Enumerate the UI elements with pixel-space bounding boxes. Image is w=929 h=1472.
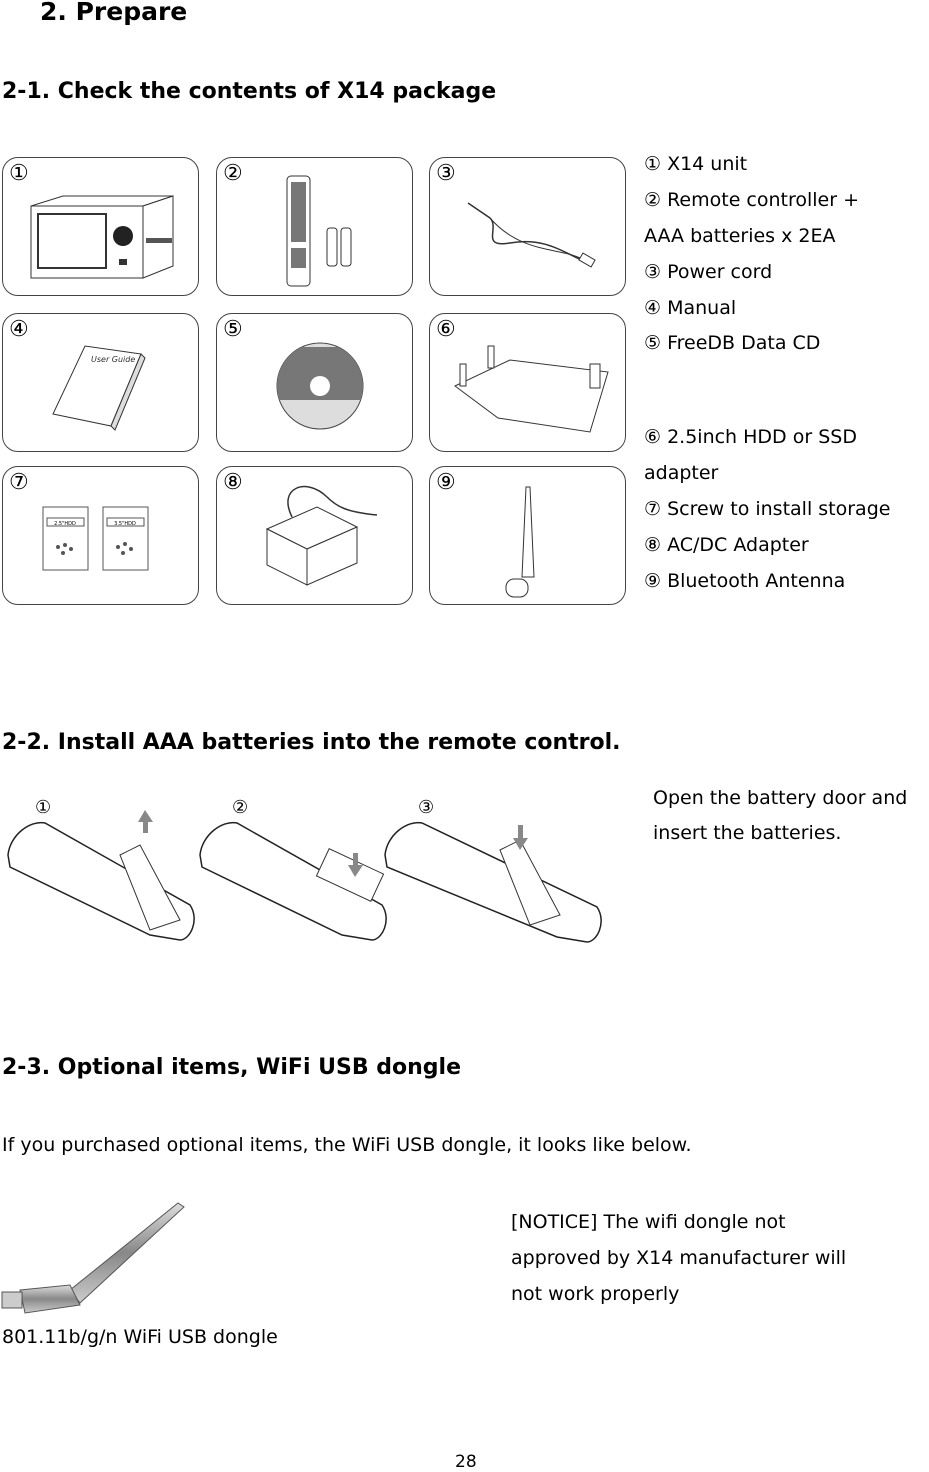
item-freedb-cd bbox=[216, 313, 413, 452]
item-number: ⑤ bbox=[223, 316, 243, 341]
item-x14-unit bbox=[2, 157, 199, 296]
cd-image bbox=[217, 314, 414, 453]
wifi-dongle-image bbox=[0, 1195, 200, 1325]
item-storage-screws bbox=[2, 466, 199, 605]
optional-items-paragraph: If you purchased optional items, the WiFi USB dongle, it looks like below. bbox=[2, 1134, 692, 1156]
manual-cover-text: User Guide bbox=[91, 355, 136, 364]
page-number: 28 bbox=[455, 1452, 477, 1472]
item-power-cord bbox=[429, 157, 626, 296]
remote-back-drawings bbox=[0, 795, 610, 945]
item-number: ① bbox=[9, 160, 29, 185]
item-text: ⑧ AC/DC Adapter bbox=[644, 534, 809, 556]
item-ac-dc-adapter bbox=[216, 466, 413, 605]
item-number: ⑧ bbox=[223, 469, 243, 494]
notice-line: [NOTICE] The wifi dongle not bbox=[511, 1211, 786, 1233]
screw-packs-image bbox=[3, 467, 200, 606]
notice-line: approved by X14 manufacturer will bbox=[511, 1247, 847, 1269]
screw-label: 2.5"HDD bbox=[54, 521, 76, 527]
item-text: ③ Power cord bbox=[644, 261, 773, 283]
heading-check-contents: 2-1. Check the contents of X14 package bbox=[2, 79, 497, 104]
item-bluetooth-antenna bbox=[429, 466, 626, 605]
item-text: ⑨ Bluetooth Antenna bbox=[644, 570, 846, 592]
dongle-caption: 801.11b/g/n WiFi USB dongle bbox=[2, 1326, 278, 1348]
battery-instruction-line2: insert the batteries. bbox=[653, 822, 842, 844]
item-manual bbox=[2, 313, 199, 452]
item-number: ② bbox=[223, 160, 243, 185]
heading-optional-items: 2-3. Optional items, WiFi USB dongle bbox=[2, 1055, 462, 1080]
item-remote-controller bbox=[216, 157, 413, 296]
antenna-image bbox=[430, 467, 627, 606]
hdd-adapter-image bbox=[430, 314, 627, 453]
manual-image bbox=[3, 314, 200, 453]
power-cord-image bbox=[430, 158, 627, 297]
screw-label: 3.5"HDD bbox=[114, 521, 136, 527]
item-hdd-adapter bbox=[429, 313, 626, 452]
item-number: ③ bbox=[436, 160, 456, 185]
notice-line: not work properly bbox=[511, 1283, 680, 1305]
ac-adapter-image bbox=[217, 467, 414, 606]
item-number: ⑥ bbox=[436, 316, 456, 341]
item-number: ⑦ bbox=[9, 469, 29, 494]
heading-install-batteries: 2-2. Install AAA batteries into the remote control. bbox=[2, 730, 621, 755]
section-title: 2. Prepare bbox=[40, 0, 188, 26]
battery-instruction-line1: Open the battery door and bbox=[653, 787, 908, 809]
item-text: adapter bbox=[644, 462, 719, 484]
item-text: ② Remote controller + bbox=[644, 189, 860, 211]
remote-and-batteries-image bbox=[217, 158, 414, 297]
item-text: ⑥ 2.5inch HDD or SSD bbox=[644, 426, 857, 448]
item-number: ⑨ bbox=[436, 469, 456, 494]
step-number: ① bbox=[35, 797, 52, 817]
battery-install-illustration bbox=[0, 795, 610, 945]
step-number: ③ bbox=[418, 797, 435, 817]
item-text: AAA batteries x 2EA bbox=[644, 225, 836, 247]
x14-unit-image bbox=[3, 158, 200, 297]
step-number: ② bbox=[232, 797, 249, 817]
item-text: ⑦ Screw to install storage bbox=[644, 498, 891, 520]
item-text: ① X14 unit bbox=[644, 153, 748, 175]
item-number: ④ bbox=[9, 316, 29, 341]
item-text: ④ Manual bbox=[644, 297, 737, 319]
item-text: ⑤ FreeDB Data CD bbox=[644, 332, 821, 354]
